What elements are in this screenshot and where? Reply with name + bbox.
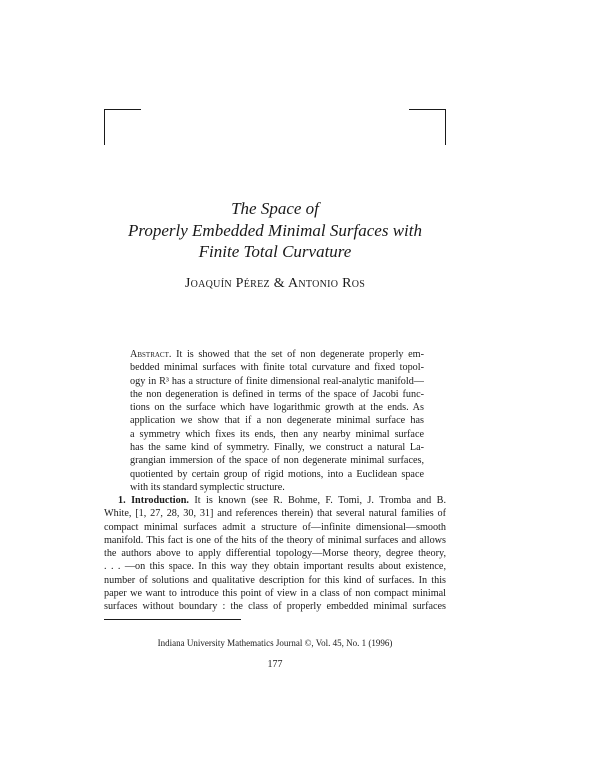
- abstract-line: Abstract. It is showed that the set of non degenerate properly em-: [130, 349, 424, 360]
- abstract-line: grangian immersion of the space of non degenerate minimal surfaces,: [130, 455, 424, 467]
- intro-line: surfaces without boundary : the class of properly embedded minimal surfaces: [104, 601, 446, 613]
- title-line: Properly Embedded Minimal Surfaces with: [128, 220, 422, 240]
- authors: Joaquín Pérez & Antonio Ros: [184, 276, 366, 291]
- abstract-line: has the same kind of symmetry. Finally, we construct a natural La-: [130, 442, 424, 454]
- abstract: [130, 348, 424, 494]
- intro-line: White, [1, 27, 28, 30, 31] and references therein) that several natural families of: [104, 508, 446, 520]
- abstract-line: ogy in R³ has a structure of finite dimensional real-analytic manifold—: [130, 375, 424, 387]
- crop-mark-top-left: [104, 109, 141, 145]
- intro-line: compact minimal surfaces admit a structure of—infinite dimensional—smooth: [104, 521, 446, 533]
- intro-line: . . . —on this space. In this way they obtain important results about existence,: [104, 561, 446, 573]
- abstract-line: quotiented by certain group of rigid motions, into a Euclidean space: [130, 468, 424, 480]
- abstract-line: application we show that if a non degenerate minimal surface has: [130, 415, 424, 427]
- intro-line: number of solutions and qualitative description for this kind of surfaces. In this: [104, 574, 446, 586]
- intro-line: manifold. This fact is one of the hits of the theory of minimal surfaces and allows: [104, 534, 446, 546]
- abstract-label: Abstract.: [130, 349, 172, 360]
- paper-title: [0, 198, 550, 263]
- footnote-rule: [104, 619, 241, 620]
- title-line: The Space of: [231, 199, 319, 218]
- journal-citation: Indiana University Mathematics Journal ©, Vol. 45, No. 1 (1996): [157, 638, 393, 648]
- page-number: 177: [267, 659, 283, 670]
- abstract-line: bedded minimal surfaces with finite total curvature and fixed topol-: [130, 362, 424, 374]
- abstract-line: a symmetry which fixes its ends, then any nearby minimal surface: [130, 428, 424, 440]
- section-heading: 1. Introduction.: [118, 495, 189, 506]
- abstract-line: the non degeneration is defined in terms of the space of Jacobi func-: [130, 388, 424, 400]
- crop-mark-top-right: [409, 109, 446, 145]
- intro-line: 1. Introduction. It is known (see R. Bohme, F. Tomi, J. Tromba and B.: [118, 495, 446, 506]
- abstract-line: with its standard symplectic structure.: [130, 481, 285, 493]
- introduction-section: [104, 494, 446, 614]
- title-line: Finite Total Curvature: [198, 242, 352, 261]
- intro-line: paper we want to introduce this point of view in a class of non compact minimal: [104, 588, 446, 600]
- abstract-line: tions on the surface which have logarithmic growth at the ends. As: [130, 402, 424, 414]
- intro-line: the authors above to apply differential topology—Morse theory, degree theory,: [104, 548, 446, 560]
